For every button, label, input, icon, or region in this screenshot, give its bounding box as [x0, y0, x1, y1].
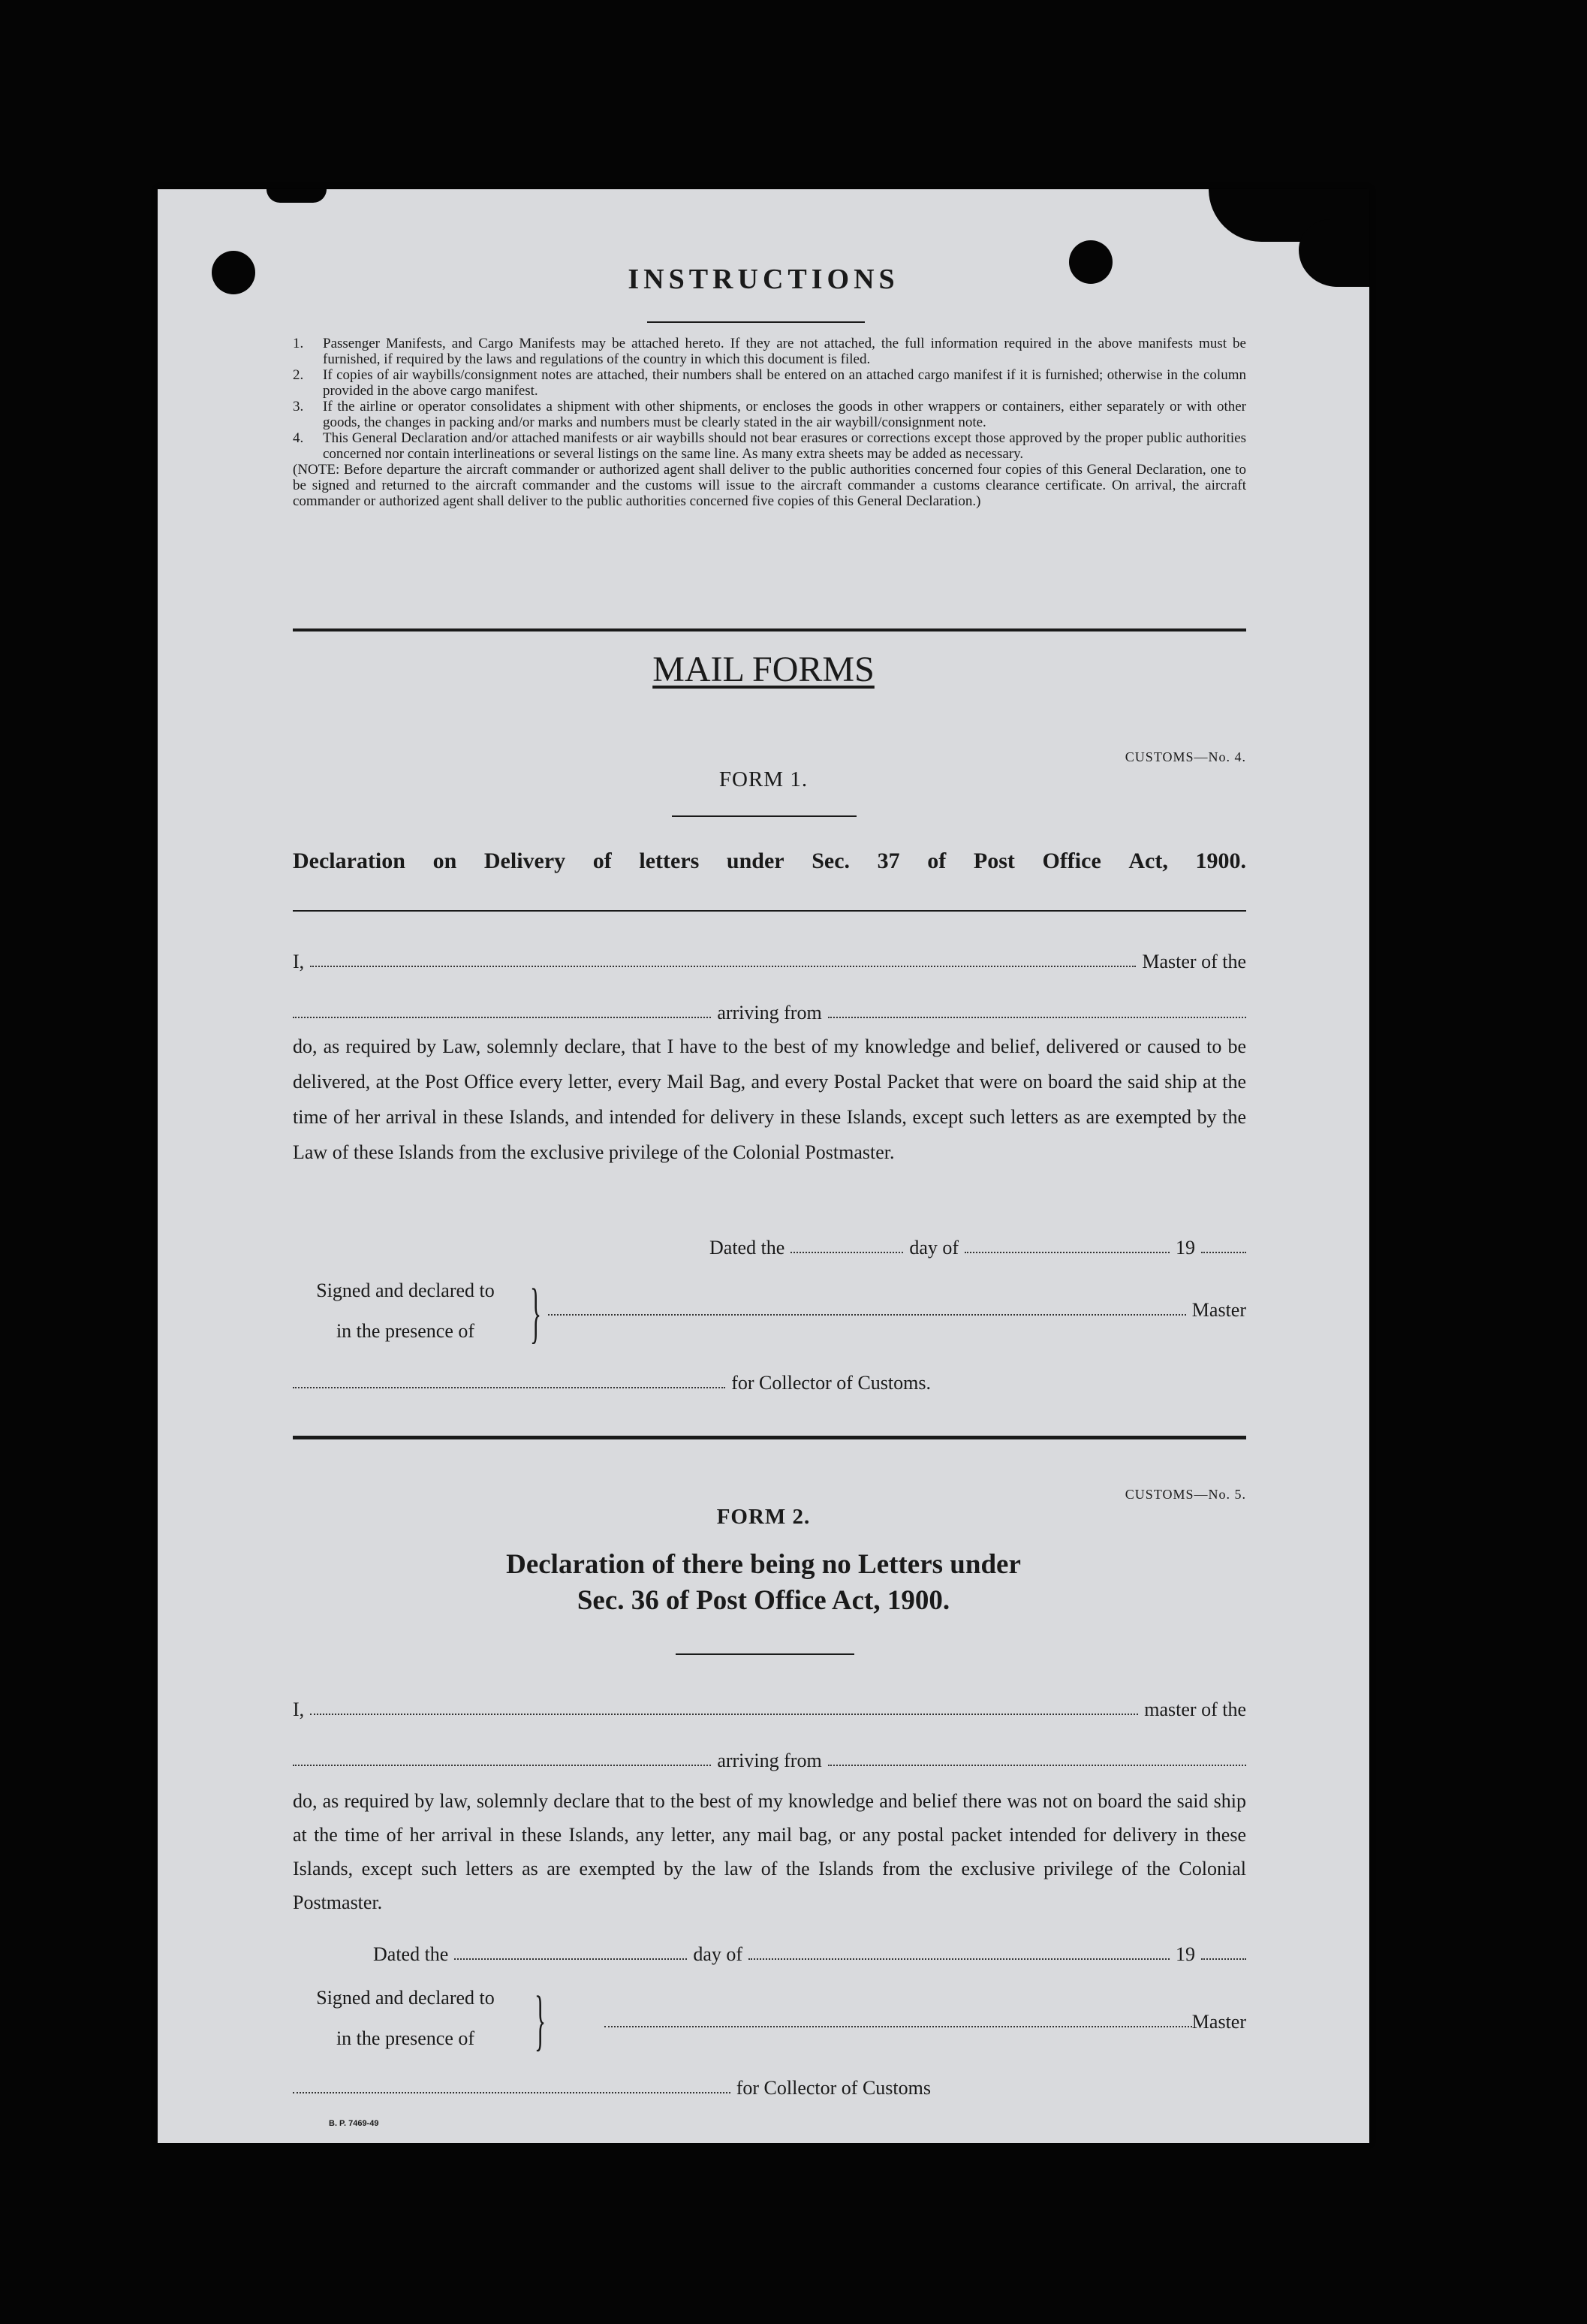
- form2-title: FORM 2.: [716, 1505, 811, 1529]
- instruction-text: Passenger Manifests, and Cargo Manifests may be attached hereto. If they are not attached, the full information required in the above manifests must be furnished, if required by the laws and regulations of the country in which this document is filed.: [323, 336, 1246, 367]
- form2-arriving-from-label: arriving from: [717, 1750, 822, 1771]
- form2-master-signature-field[interactable]: [604, 2025, 1192, 2027]
- instructions-title: INSTRUCTIONS: [628, 264, 899, 295]
- form2-collector-line: [293, 2077, 931, 2099]
- form1-signed-block: [293, 1271, 518, 1352]
- instruction-item: [293, 430, 1246, 462]
- decl-word: Post: [973, 849, 1015, 873]
- decl-word: under: [726, 849, 784, 873]
- form1-master-label: Master: [1191, 1299, 1246, 1321]
- form1-month-field[interactable]: [965, 1251, 1170, 1253]
- form1-day-field[interactable]: [790, 1251, 903, 1253]
- instruction-item: [293, 367, 1246, 399]
- instruction-number: 3.: [293, 399, 304, 414]
- decl-word: of: [592, 849, 612, 873]
- form1-master-of-the-label: Master of the: [1142, 951, 1246, 972]
- decl-word: Act,: [1128, 849, 1168, 873]
- form1-year-field[interactable]: [1201, 1251, 1246, 1253]
- form1-title: FORM 1.: [718, 767, 809, 791]
- instruction-text: If the airline or operator consolidates a shipment with other shipments, or encloses the goods in other wrappers or containers, either separately or with other goods, the changes in packing and/or marks and numbers must be clearly stated in the air waybill/consignment note.: [323, 399, 1246, 430]
- form1-customs-number: CUSTOMS—No. 4.: [1125, 749, 1246, 764]
- form2-dated-the-label: Dated the: [373, 1943, 449, 1965]
- form2-customs-number: CUSTOMS—No. 5.: [1125, 1487, 1246, 1502]
- form2-signed-line2: in the presence of: [336, 2027, 475, 2049]
- form2-master-sign-line: [604, 2011, 1246, 2033]
- form2-dated-line: [373, 1943, 1246, 1966]
- form1-signed-line1: Signed and declared to: [316, 1280, 495, 1301]
- form2-brace: }: [535, 1983, 547, 2057]
- form1-declaration-heading: [293, 849, 1246, 874]
- form1-master-signature-field[interactable]: [548, 1313, 1186, 1316]
- instruction-text: This General Declaration and/or attached manifests or air waybills should not bear erasures or corrections except those approved by the proper public authorities concerned nor contain interlineations or several listings on the same line. As many extra sheets may be added as necessary.: [323, 430, 1246, 462]
- form2-i-label: I,: [293, 1699, 305, 1720]
- form2-body: do, as required by law, solemnly declare that to the best of my knowledge and belief there was not on board the said ship at the time of her arrival in these Islands, any letter, any mail bag, or any postal packet intended for delivery in these Islands, except such letters as are exempted by the law of the Islands from the exclusive privilege of the Colonial Postmaster.: [293, 1790, 1246, 1913]
- form2-signed-block: [293, 1978, 518, 2059]
- form1-origin-field[interactable]: [828, 1016, 1246, 1018]
- form1-title-rule: [672, 815, 857, 817]
- form1-signed-line2: in the presence of: [336, 1320, 475, 1342]
- form1-arriving-from-label: arriving from: [717, 1002, 822, 1023]
- form2-day-field[interactable]: [454, 1958, 687, 1960]
- form1-dated-the-label: Dated the: [709, 1237, 785, 1258]
- form2-origin-field[interactable]: [828, 1764, 1246, 1766]
- form2-declaration-heading: [158, 1547, 1369, 1619]
- form1-master-sign-line: [548, 1299, 1246, 1322]
- form1-day-of-label: day of: [909, 1237, 959, 1258]
- decl-word: Sec.: [812, 849, 851, 873]
- decl-word: of: [927, 849, 947, 873]
- decl-word: Office: [1042, 849, 1101, 873]
- print-code: B. P. 7469-49: [329, 2119, 379, 2128]
- mail-forms-title: MAIL FORMS: [652, 650, 875, 689]
- form2-month-field[interactable]: [748, 1958, 1170, 1960]
- form1-i-label: I,: [293, 951, 305, 972]
- form1-name-field[interactable]: [310, 965, 1136, 967]
- form1-dated-line: [709, 1237, 1246, 1259]
- decl-word: 1900.: [1195, 849, 1246, 873]
- form2-year-field[interactable]: [1201, 1958, 1246, 1960]
- form2-arriving-line: [293, 1750, 1246, 1772]
- decl-word: Delivery: [483, 849, 566, 873]
- decl-word: on: [432, 849, 457, 873]
- form1-ship-field[interactable]: [293, 1016, 711, 1018]
- decl-word: Declaration: [293, 849, 405, 873]
- instructions-bottom-rule: [293, 628, 1246, 631]
- instruction-number: 2.: [293, 367, 304, 383]
- form2-declaration-line2: Sec. 36 of Post Office Act, 1900.: [577, 1585, 950, 1616]
- form1-brace: }: [530, 1276, 542, 1350]
- form2-master-of-the-label: master of the: [1144, 1699, 1246, 1720]
- form2-heading-rule: [676, 1653, 854, 1655]
- form1-bottom-rule: [293, 1436, 1246, 1439]
- instruction-item: [293, 336, 1246, 367]
- decl-word: 37: [877, 849, 900, 873]
- instructions-list: [293, 336, 1246, 509]
- form2-for-collector-label: for Collector of Customs: [736, 2077, 931, 2099]
- form2-master-line: [293, 1699, 1246, 1721]
- form1-body: do, as required by Law, solemnly declare, that I have to the best of my knowledge and belief, delivered or caused to be delivered, at the Post Office every letter, every Mail Bag, and every Postal Packet that were on board the said ship at the time of her arrival in these Islands, and intended for delivery in these Islands, except such letters as are exempted by the Law of these Islands from the exclusive privilege of the Colonial Postmaster.: [293, 1035, 1246, 1163]
- instructions-note: (NOTE: Before departure the aircraft commander or authorized agent shall deliver to the public authorities concerned four copies of this General Declaration, one to be signed and returned to the aircraft commander and the customs will issue to the aircraft commander a customs clearance certificate. On arrival, the aircraft commander or authorized agent shall deliver to the public authorities concerned five copies of this General Declaration.): [293, 462, 1246, 509]
- form2-signed-line1: Signed and declared to: [316, 1987, 495, 2009]
- form1-arriving-line: [293, 1002, 1246, 1024]
- form1-collector-signature-field[interactable]: [293, 1386, 725, 1388]
- form2-master-label: Master: [1191, 2011, 1246, 2033]
- form1-for-collector-label: for Collector of Customs.: [731, 1372, 931, 1394]
- document-page: [158, 189, 1369, 2143]
- form1-heading-rule: [293, 910, 1246, 912]
- form2-name-field[interactable]: [310, 1713, 1138, 1715]
- form2-ship-field[interactable]: [293, 1764, 711, 1766]
- form2-year-label: 19: [1176, 1943, 1195, 1965]
- instruction-item: [293, 399, 1246, 430]
- torn-edge-top-left: [267, 189, 327, 203]
- instructions-title-rule: [647, 321, 865, 323]
- instruction-text: If copies of air waybills/consignment notes are attached, their numbers shall be entered on an attached cargo manifest if it is furnished; otherwise in the column provided in the above cargo manifest.: [323, 367, 1246, 399]
- form1-year-label: 19: [1176, 1237, 1195, 1258]
- form2-declaration-line1: Declaration of there being no Letters under: [506, 1549, 1021, 1580]
- form2-day-of-label: day of: [693, 1943, 743, 1965]
- form1-collector-line: [293, 1372, 931, 1394]
- decl-word: letters: [639, 849, 700, 873]
- form1-master-line: [293, 951, 1246, 973]
- instruction-number: 1.: [293, 336, 304, 351]
- form2-collector-signature-field[interactable]: [293, 2091, 730, 2093]
- instruction-number: 4.: [293, 430, 304, 446]
